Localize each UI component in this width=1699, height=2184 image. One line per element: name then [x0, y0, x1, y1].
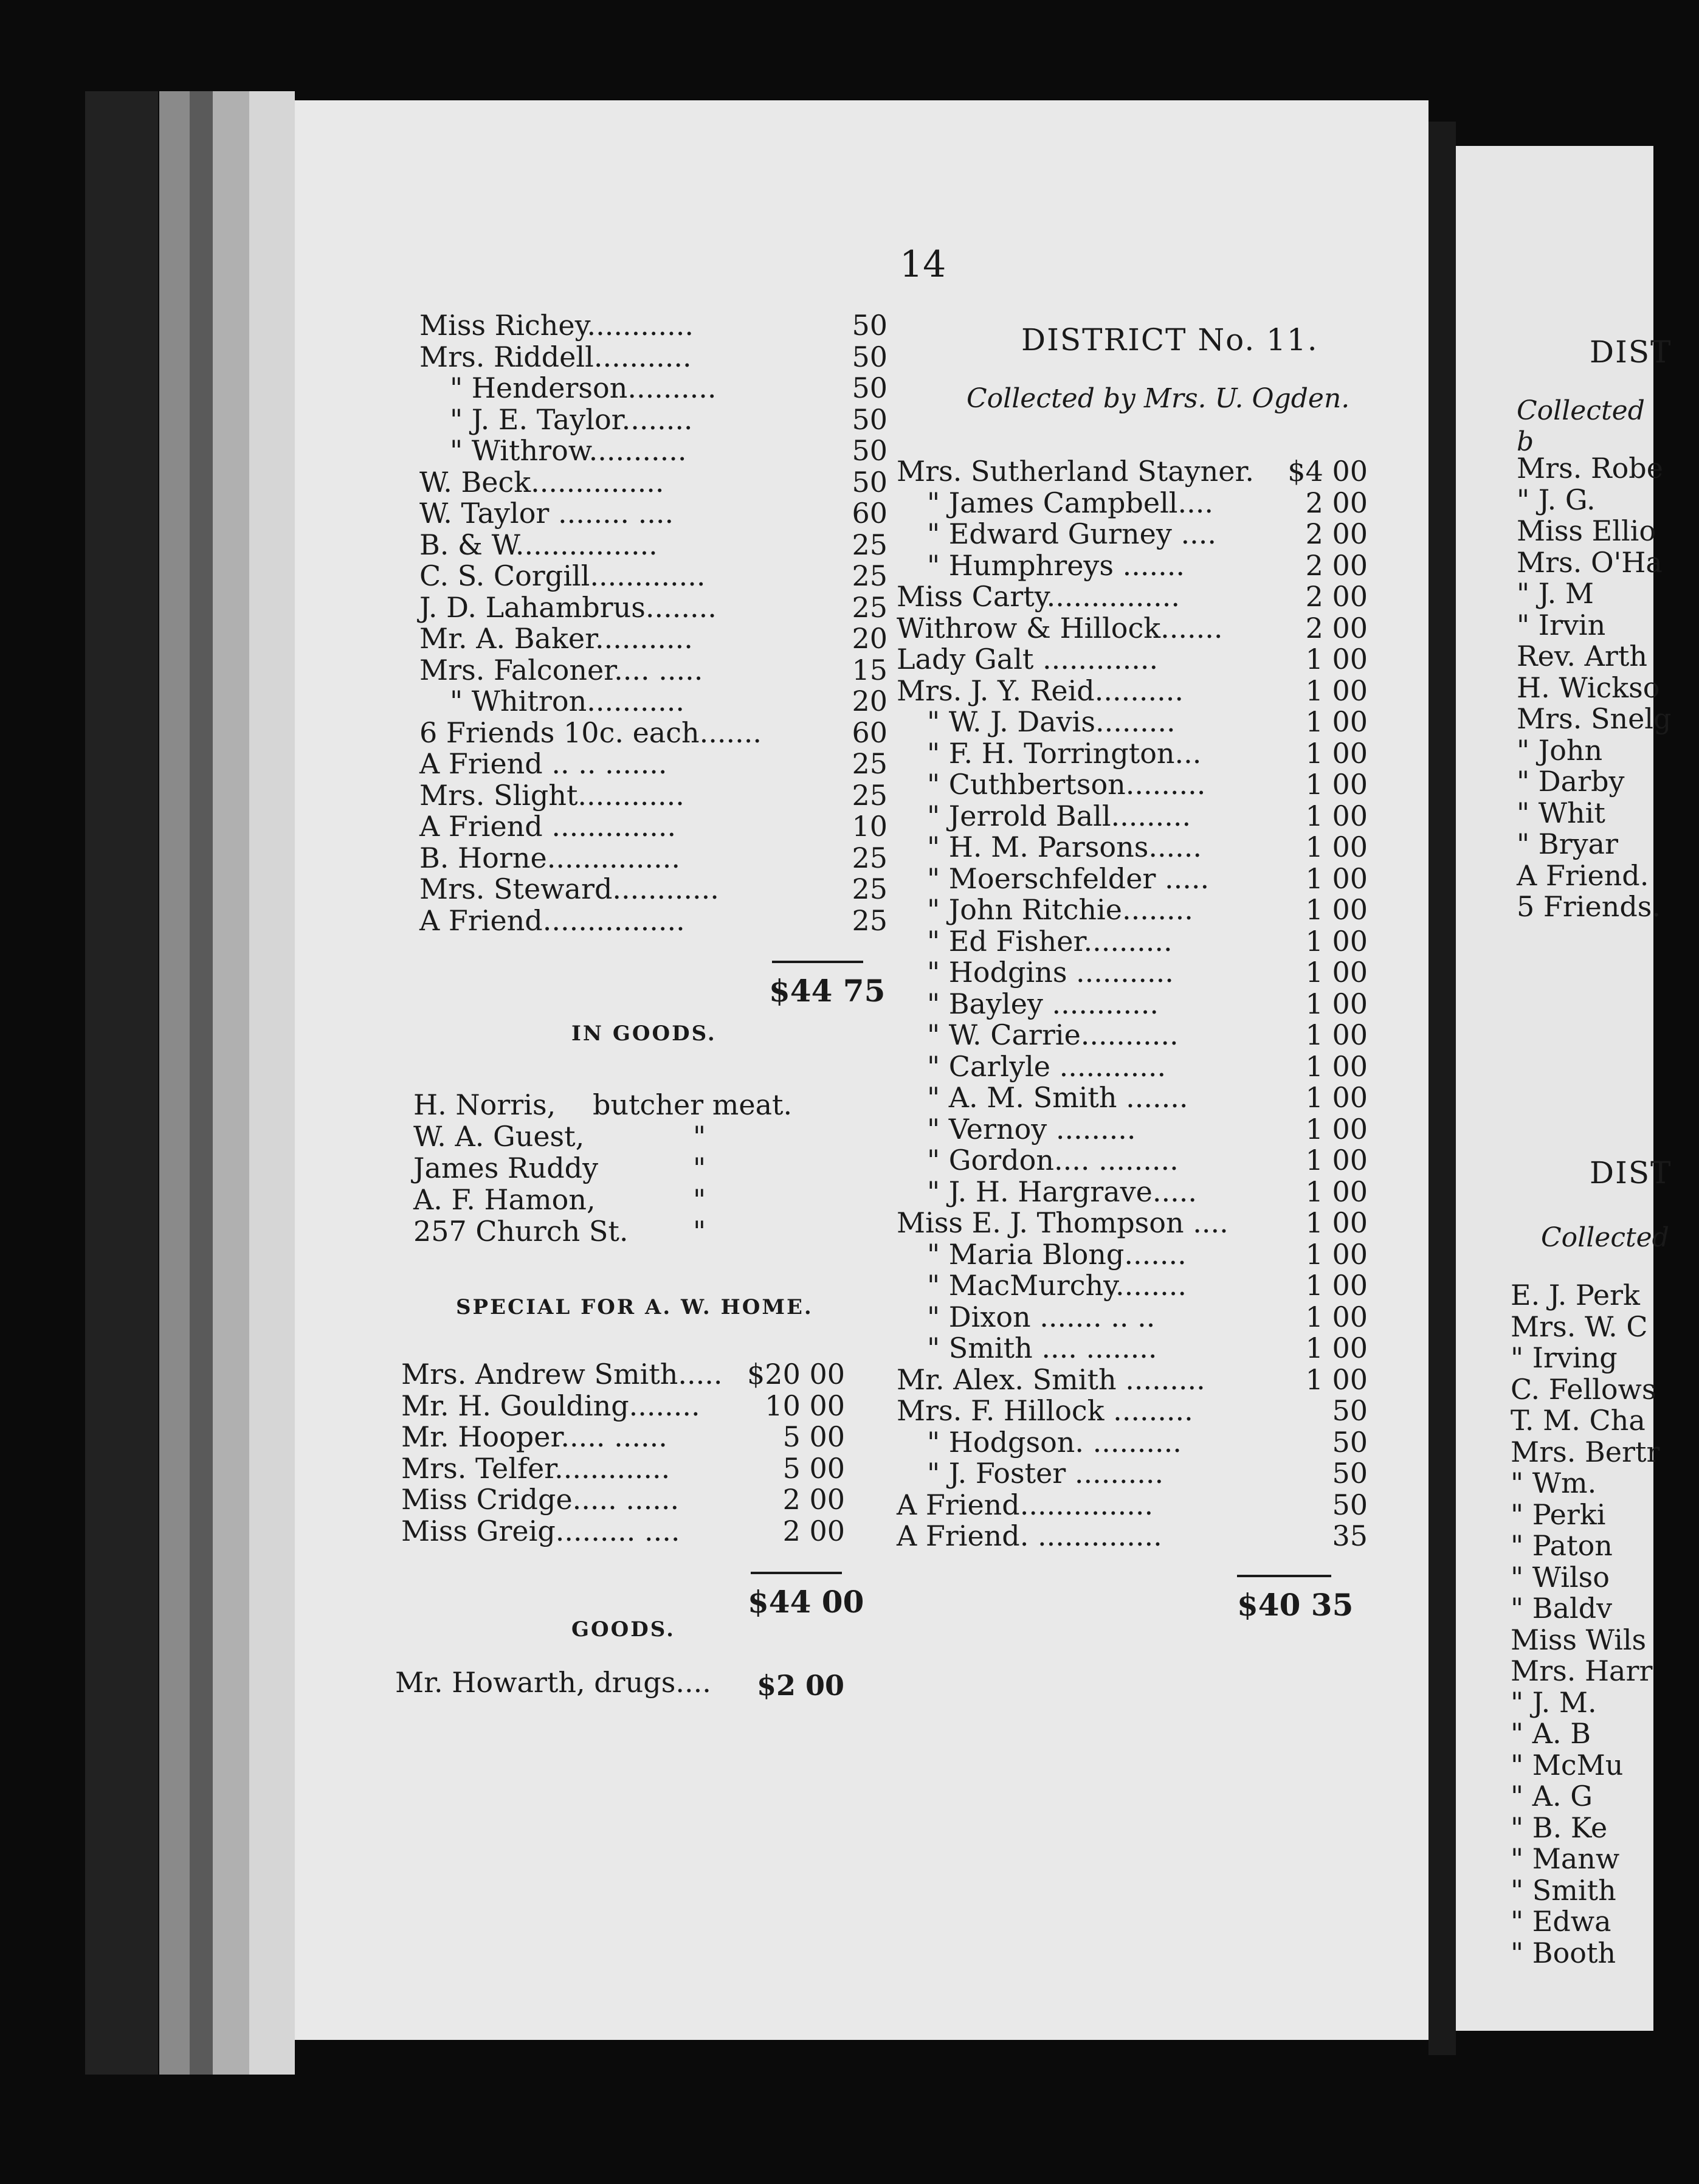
book-gutter — [1428, 122, 1456, 2055]
entry-amount: $4 00 — [1287, 455, 1368, 488]
goods-item: butcher meat. — [593, 1088, 793, 1121]
entry-amount: 50 — [1332, 1488, 1368, 1521]
entry-row — [897, 519, 1368, 550]
entry-row — [897, 613, 1368, 644]
entry-name: Mrs. O'Ha — [1517, 545, 1663, 579]
right-district-title: DIST — [1590, 334, 1672, 370]
entry-name: " Gordon.... ......... — [927, 1144, 1179, 1177]
entry-row — [401, 1484, 845, 1516]
entry-row — [897, 1177, 1368, 1208]
entry-row — [1511, 1718, 1693, 1750]
entry-name: " Ed Fisher.......... — [927, 924, 1173, 958]
entry-row — [401, 1516, 845, 1547]
entry-amount: 1 00 — [1305, 893, 1368, 926]
entry-name: T. M. Cha — [1511, 1404, 1646, 1437]
entry-row — [897, 832, 1368, 863]
entry-row — [897, 581, 1368, 613]
entry-row — [897, 801, 1368, 832]
entry-name: Mrs. Harr — [1511, 1654, 1653, 1687]
entry-row — [897, 926, 1368, 958]
entry-row — [1517, 703, 1699, 735]
entry-row — [897, 1521, 1368, 1552]
total-rule — [772, 961, 863, 963]
entry-row — [419, 780, 887, 812]
entry-row — [897, 1020, 1368, 1051]
goods-heading: GOODS. — [571, 1617, 675, 1642]
page-number: 14 — [900, 243, 946, 286]
entry-name: " Irvin — [1517, 608, 1606, 641]
entry-amount: 1 00 — [1305, 1206, 1368, 1239]
entry-name: " W. Carrie........... — [927, 1018, 1179, 1051]
entry-name: " Baldv — [1511, 1592, 1613, 1625]
entry-name: " Booth — [1511, 1936, 1616, 1969]
entry-row — [1511, 1374, 1693, 1406]
entry-amount: 1 00 — [1305, 643, 1368, 676]
entry-row — [1517, 485, 1699, 516]
entry-name: B. Horne............... — [419, 841, 681, 874]
entry-amount: 1 00 — [1305, 831, 1368, 863]
entry-row — [419, 811, 887, 843]
entry-row — [419, 404, 887, 436]
right-collector-2: Collected — [1541, 1222, 1669, 1253]
entry-name: " H. M. Parsons...... — [927, 831, 1202, 863]
entry-name: Mrs. Falconer.... ..... — [419, 653, 703, 686]
entry-name: " Humphreys ....... — [927, 548, 1185, 582]
district-total: $40 35 — [1237, 1587, 1354, 1623]
entry-name: Mr. Alex. Smith ......... — [897, 1363, 1205, 1396]
entry-row — [419, 843, 887, 874]
entry-row — [1517, 610, 1699, 641]
entry-row — [1511, 1906, 1693, 1938]
entry-name: " Hodgins ........... — [927, 956, 1174, 989]
entry-name: " J. M — [1517, 577, 1594, 610]
entry-row — [1511, 1938, 1693, 1969]
entry-name: " Wilso — [1511, 1560, 1610, 1594]
entry-name: E. J. Perk — [1511, 1279, 1640, 1311]
entry-row — [1511, 1687, 1693, 1719]
entry-name: " Vernoy ......... — [927, 1112, 1136, 1146]
entry-amount: 60 — [852, 716, 887, 749]
entry-name: " Paton — [1511, 1529, 1613, 1562]
entry-name: Miss Cridge..... ...... — [401, 1483, 680, 1516]
entry-row — [419, 530, 887, 561]
entry-name: " A. M. Smith ....... — [927, 1081, 1188, 1114]
entry-row — [897, 1239, 1368, 1271]
entry-amount: 1 00 — [1305, 1269, 1368, 1302]
entry-amount: 50 — [1332, 1394, 1368, 1427]
entry-name: " Bryar — [1517, 828, 1618, 860]
entry-amount: 1 00 — [1305, 1144, 1368, 1177]
entry-row — [1511, 1750, 1693, 1781]
entry-amount: 1 00 — [1305, 1049, 1368, 1083]
entry-amount: 1 00 — [1305, 1363, 1368, 1396]
entry-amount: 1 00 — [1305, 862, 1368, 895]
entry-amount: 5 00 — [782, 1420, 845, 1453]
entry-row — [897, 550, 1368, 582]
entry-name: " Smith .... ........ — [927, 1332, 1157, 1364]
entry-name: W. Beck............... — [419, 465, 664, 499]
entry-amount: 2 00 — [1305, 580, 1368, 613]
book-edge — [190, 91, 213, 2075]
entry-name: Miss E. J. Thompson .... — [897, 1206, 1229, 1239]
entry-name: " Perki — [1511, 1498, 1606, 1531]
entry-amount: 1 00 — [1305, 768, 1368, 801]
entry-name: Mrs. Sutherland Stayner. — [897, 455, 1255, 488]
entry-row — [401, 1391, 845, 1422]
entry-row — [897, 1270, 1368, 1302]
entry-row — [897, 738, 1368, 770]
entry-row — [1517, 860, 1699, 892]
entry-row — [1517, 891, 1699, 923]
goods-name: A. F. Hamon, — [413, 1183, 596, 1216]
entry-name: " James Campbell.... — [927, 486, 1213, 519]
right-entries — [1517, 453, 1699, 923]
special-entries — [401, 1359, 845, 1547]
entry-row — [897, 1458, 1368, 1490]
entry-name: Miss Wils — [1511, 1623, 1647, 1656]
entry-row — [1517, 798, 1699, 829]
entry-name: " MacMurchy........ — [927, 1269, 1187, 1302]
entry-amount: 15 — [852, 653, 887, 686]
entry-amount: 2 00 — [782, 1514, 845, 1547]
entry-name: " John Ritchie........ — [927, 893, 1193, 926]
entry-row — [897, 676, 1368, 707]
entry-amount: 1 00 — [1305, 736, 1368, 770]
entry-name: " Manw — [1511, 1842, 1620, 1875]
entry-name: " Moerschfelder ..... — [927, 862, 1210, 895]
entry-row — [1517, 829, 1699, 860]
entry-name: " B. Ke — [1511, 1811, 1608, 1844]
entry-amount: 2 00 — [782, 1483, 845, 1516]
entry-name: " Smith — [1511, 1873, 1616, 1907]
district-title: DISTRICT No. 11. — [1021, 322, 1318, 358]
entry-amount: 25 — [852, 841, 887, 874]
entry-name: B. & W................ — [419, 528, 658, 561]
entry-row — [897, 1051, 1368, 1083]
entry-row — [897, 989, 1368, 1020]
entry-name: " J. M. — [1511, 1685, 1597, 1719]
goods-item: " — [693, 1183, 706, 1216]
entry-name: " A. B — [1511, 1717, 1591, 1750]
entry-amount: 10 00 — [765, 1389, 845, 1422]
entry-row — [419, 717, 887, 749]
entry-name: " Edward Gurney .... — [927, 517, 1216, 550]
entry-row — [897, 957, 1368, 989]
left-entries — [419, 310, 887, 936]
goods-name: 257 Church St. — [413, 1215, 629, 1248]
entry-row — [897, 769, 1368, 801]
entry-row — [897, 456, 1368, 488]
book-edge — [159, 91, 190, 2075]
entry-name: A Friend. .............. — [897, 1519, 1162, 1552]
entry-amount: 50 — [852, 465, 887, 499]
entry-row — [897, 1145, 1368, 1177]
entry-row — [897, 1082, 1368, 1114]
entry-row — [419, 874, 887, 905]
entry-name: Miss Richey............ — [419, 309, 694, 342]
special-total: $44 00 — [748, 1584, 864, 1620]
entry-name: " Darby — [1517, 765, 1625, 798]
entry-name: " Jerrold Ball......... — [927, 799, 1191, 832]
entry-name: H. Wickso — [1517, 671, 1660, 704]
entry-amount: 25 — [852, 528, 887, 561]
entry-amount: 1 00 — [1305, 1175, 1368, 1208]
entry-amount: 1 00 — [1305, 1081, 1368, 1114]
entry-row — [419, 592, 887, 624]
entry-amount: 5 00 — [782, 1451, 845, 1485]
goods-item: " — [693, 1215, 706, 1248]
entry-name: " Maria Blong....... — [927, 1237, 1187, 1271]
goods-line: Mr. Howarth, drugs.... — [395, 1666, 711, 1699]
entry-row — [897, 1364, 1368, 1396]
entry-row — [897, 1302, 1368, 1333]
entry-name: A Friend .. .. ....... — [419, 747, 667, 780]
entry-amount: 10 — [852, 810, 887, 843]
entry-name: " Cuthbertson......... — [927, 768, 1206, 801]
entry-name: " Wm. — [1511, 1467, 1597, 1499]
entry-row — [401, 1359, 845, 1391]
entry-row — [1511, 1468, 1693, 1499]
right-collector: Collected b — [1517, 395, 1645, 457]
entry-name: Mrs. J. Y. Reid.......... — [897, 674, 1184, 707]
entry-row — [1511, 1562, 1693, 1594]
entry-row — [897, 644, 1368, 676]
entry-name: " Irving — [1511, 1341, 1618, 1374]
entry-row — [1517, 735, 1699, 767]
entry-name: Miss Ellio — [1517, 514, 1656, 547]
entry-name: " J. E. Taylor........ — [450, 403, 693, 436]
entry-name: Mrs. Riddell........... — [419, 340, 692, 373]
goods-name: James Ruddy — [413, 1152, 599, 1184]
entry-row — [419, 561, 887, 592]
entry-row — [1517, 453, 1699, 485]
entry-row — [1517, 578, 1699, 610]
entry-amount: 1 00 — [1305, 1332, 1368, 1364]
entry-row — [1517, 766, 1699, 798]
entry-row — [1511, 1405, 1693, 1437]
in-goods-heading: IN GOODS. — [571, 1021, 717, 1046]
entry-amount: 35 — [1332, 1519, 1368, 1552]
entry-row — [897, 1427, 1368, 1459]
entry-name: Miss Greig......... .... — [401, 1514, 680, 1547]
book-edge — [85, 91, 158, 2075]
entry-row — [419, 342, 887, 373]
right-page — [1456, 146, 1672, 2031]
entry-amount: 20 — [852, 685, 887, 717]
special-heading: SPECIAL FOR A. W. HOME. — [456, 1295, 813, 1319]
district-entries — [897, 456, 1368, 1552]
entry-amount: 20 — [852, 622, 887, 655]
entry-amount: 1 00 — [1305, 924, 1368, 958]
entry-row — [1511, 1844, 1693, 1875]
entry-row — [1511, 1875, 1693, 1907]
entry-name: " Dixon ....... .. .. — [927, 1300, 1156, 1333]
entry-row — [1517, 516, 1699, 547]
entry-row — [419, 748, 887, 780]
entry-name: A Friend. — [1517, 859, 1649, 892]
entry-amount: 2 00 — [1305, 611, 1368, 644]
entry-amount: 1 00 — [1305, 956, 1368, 989]
entry-name: Mrs. Andrew Smith..... — [401, 1358, 723, 1391]
special-total-rule — [751, 1572, 842, 1574]
entry-name: " Edwa — [1511, 1905, 1611, 1938]
entry-row — [897, 1395, 1368, 1427]
entry-amount: 50 — [852, 309, 887, 342]
entry-row — [1517, 672, 1699, 704]
entry-name: C. S. Corgill............. — [419, 559, 706, 592]
entry-name: " J. H. Hargrave..... — [927, 1175, 1197, 1208]
entry-name: " John — [1517, 733, 1603, 767]
entry-name: Mrs. Bertr — [1511, 1435, 1660, 1468]
entry-row — [897, 894, 1368, 926]
entry-row — [897, 1208, 1368, 1239]
entry-row — [419, 498, 887, 530]
entry-amount: 50 — [852, 371, 887, 404]
entry-amount: 60 — [852, 497, 887, 530]
goods-name: H. Norris, — [413, 1088, 556, 1121]
entry-name: Mrs. Telfer............. — [401, 1451, 670, 1485]
entry-name: " Henderson.......... — [450, 371, 717, 404]
entry-row — [419, 623, 887, 655]
entry-row — [1511, 1593, 1693, 1625]
entry-amount: 1 00 — [1305, 674, 1368, 707]
entry-name: " Withrow........... — [450, 434, 687, 467]
right-entries-2 — [1511, 1280, 1693, 1969]
entry-amount: 1 00 — [1305, 1112, 1368, 1146]
entry-name: 5 Friends. — [1517, 890, 1661, 923]
entry-name: Mrs. Slight............ — [419, 778, 684, 812]
book-edge — [249, 91, 295, 2075]
entry-name: Mr. H. Goulding........ — [401, 1389, 700, 1422]
entry-name: " Hodgson. .......... — [927, 1425, 1182, 1459]
entry-amount: 2 00 — [1305, 548, 1368, 582]
entry-row — [1511, 1499, 1693, 1531]
entry-row — [419, 373, 887, 404]
entry-row — [1511, 1813, 1693, 1844]
entry-row — [419, 467, 887, 499]
entry-amount: 1 00 — [1305, 1018, 1368, 1051]
entry-amount: 1 00 — [1305, 799, 1368, 832]
entry-amount: 1 00 — [1305, 987, 1368, 1020]
entry-row — [1517, 547, 1699, 579]
entry-amount: 25 — [852, 778, 887, 812]
entry-name: " W. J. Davis......... — [927, 705, 1176, 738]
collector-line: Collected by Mrs. U. Ogden. — [967, 383, 1350, 414]
entry-amount: 25 — [852, 873, 887, 905]
entry-name: Mrs. Robe — [1517, 452, 1663, 485]
entry-row — [401, 1422, 845, 1453]
goods-item: " — [693, 1120, 706, 1153]
entry-name: Mrs. Snelg — [1517, 702, 1672, 735]
entry-name: " Whitron........... — [450, 685, 685, 717]
entry-row — [419, 310, 887, 342]
entry-row — [419, 435, 887, 467]
entry-row — [401, 1453, 845, 1485]
entry-amount: 25 — [852, 559, 887, 592]
entry-row — [419, 655, 887, 686]
entry-row — [1511, 1625, 1693, 1656]
entry-name: " F. H. Torrington... — [927, 736, 1202, 770]
entry-name: Mrs. F. Hillock ......... — [897, 1394, 1193, 1427]
district-total-rule — [1237, 1575, 1331, 1577]
entry-name: J. D. Lahambrus........ — [419, 590, 717, 624]
entry-amount: 2 00 — [1305, 517, 1368, 550]
entry-amount: 50 — [1332, 1425, 1368, 1459]
entry-name: 6 Friends 10c. each....... — [419, 716, 762, 749]
entry-row — [897, 1114, 1368, 1146]
entry-amount: 1 00 — [1305, 705, 1368, 738]
entry-name: A Friend................ — [419, 904, 685, 937]
entry-name: A Friend .............. — [419, 810, 677, 843]
entry-name: " Carlyle ............ — [927, 1049, 1167, 1083]
goods-name: W. A. Guest, — [413, 1120, 585, 1153]
entry-name: Miss Carty............... — [897, 580, 1180, 613]
entry-row — [1511, 1781, 1693, 1813]
entry-row — [897, 707, 1368, 738]
entry-row — [1511, 1530, 1693, 1562]
entry-row — [419, 905, 887, 937]
entry-amount: 50 — [852, 403, 887, 436]
entry-row — [1517, 641, 1699, 672]
entry-row — [1511, 1311, 1693, 1343]
entry-name: Mr. A. Baker........... — [419, 622, 693, 655]
entry-name: Mrs. Steward............ — [419, 873, 719, 905]
entry-amount: $20 00 — [747, 1358, 845, 1391]
entry-row — [1511, 1437, 1693, 1468]
entry-name: Mrs. W. C — [1511, 1310, 1648, 1343]
entry-name: Withrow & Hillock....... — [897, 611, 1223, 644]
entry-name: " McMu — [1511, 1748, 1624, 1781]
entry-amount: 25 — [852, 747, 887, 780]
entry-row — [897, 1333, 1368, 1364]
entry-amount: 50 — [852, 340, 887, 373]
entry-name: W. Taylor ........ .... — [419, 497, 674, 530]
entry-amount: 50 — [852, 434, 887, 467]
entry-amount: 1 00 — [1305, 1237, 1368, 1271]
book-edge — [213, 91, 249, 2075]
entry-row — [1511, 1343, 1693, 1374]
entry-amount: 50 — [1332, 1457, 1368, 1490]
entry-name: " J. Foster .......... — [927, 1457, 1164, 1490]
entry-row — [897, 488, 1368, 519]
entry-name: C. Fellows — [1511, 1372, 1656, 1406]
entry-row — [897, 863, 1368, 895]
entry-row — [897, 1490, 1368, 1521]
entry-name: " Whit — [1517, 796, 1605, 829]
right-district-title-2: DIST — [1590, 1155, 1672, 1190]
entry-row — [1511, 1656, 1693, 1687]
goods-amount: $2 00 — [757, 1669, 845, 1702]
entry-name: Rev. Arth — [1517, 640, 1647, 672]
entry-row — [1511, 1280, 1693, 1311]
goods-item: " — [693, 1152, 706, 1184]
entry-name: " A. G — [1511, 1780, 1593, 1813]
entry-name: A Friend............... — [897, 1488, 1154, 1521]
entry-amount: 25 — [852, 590, 887, 624]
entry-row — [419, 686, 887, 717]
entry-name: " Bayley ............ — [927, 987, 1159, 1020]
entry-name: " J. G. — [1517, 483, 1596, 516]
entry-amount: 2 00 — [1305, 486, 1368, 519]
entry-name: Lady Galt ............. — [897, 643, 1159, 676]
entry-amount: 25 — [852, 904, 887, 937]
left-total: $44 75 — [769, 973, 886, 1009]
entry-name: Mr. Hooper..... ...... — [401, 1420, 667, 1453]
entry-amount: 1 00 — [1305, 1300, 1368, 1333]
